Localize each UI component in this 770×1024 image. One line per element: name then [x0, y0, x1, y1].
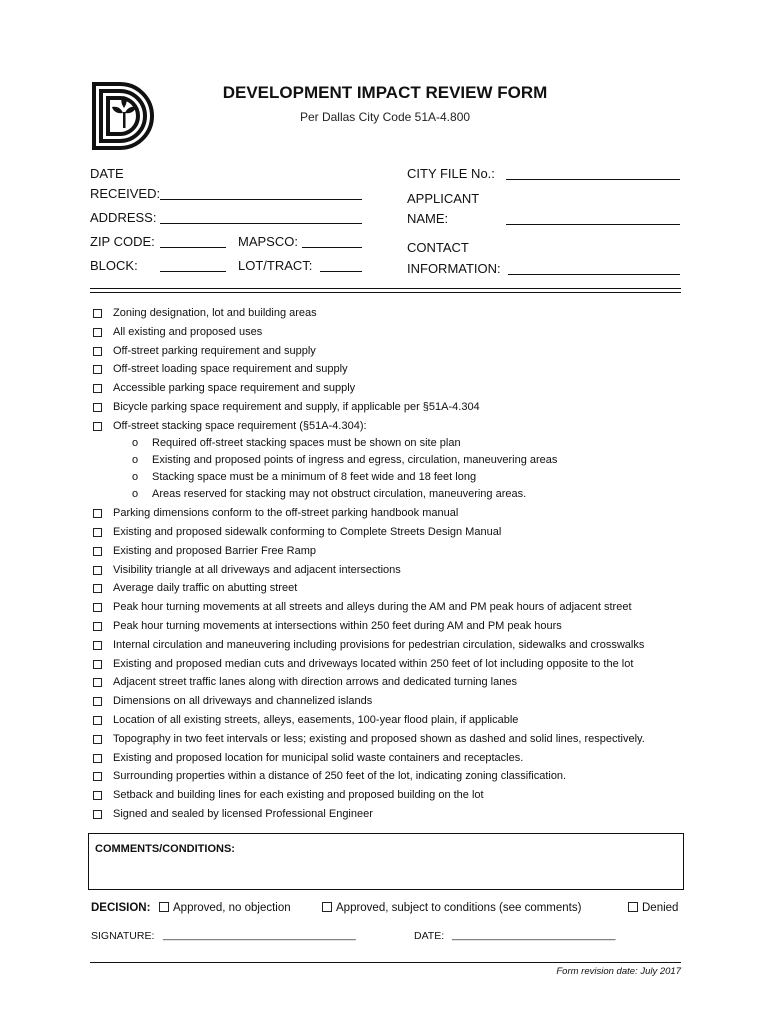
- signature-field[interactable]: _________________________________: [163, 929, 356, 941]
- form-revision-date: Form revision date: July 2017: [556, 966, 681, 977]
- decision-option-label: Denied: [642, 902, 679, 914]
- checkbox-icon[interactable]: [93, 309, 102, 318]
- checklist-item-label: Parking dimensions conform to the off-street parking handbook manual: [113, 507, 459, 520]
- checkbox-icon[interactable]: [628, 902, 638, 912]
- city-file-label: CITY FILE No.:: [407, 166, 495, 181]
- mapsco-field[interactable]: [302, 246, 362, 248]
- checkbox-icon[interactable]: [93, 365, 102, 374]
- checkbox-icon[interactable]: [93, 660, 102, 669]
- checklist-item-label: Surrounding properties within a distance of 250 feet of the lot, indicating zoning classification.: [113, 770, 567, 783]
- checkbox-icon[interactable]: [322, 902, 332, 912]
- decision-option-conditional[interactable]: [322, 902, 581, 914]
- decision-option-approved[interactable]: [159, 902, 291, 914]
- address-label: ADDRESS:: [90, 210, 157, 225]
- checklist-item-label: Setback and building lines for each existing and proposed building on the lot: [113, 789, 484, 802]
- lot-tract-label: LOT/TRACT:: [238, 258, 313, 273]
- date-received-field[interactable]: [160, 198, 362, 200]
- decision-option-denied[interactable]: [628, 902, 678, 914]
- checklist-item-label: Zoning designation, lot and building areas: [113, 307, 317, 319]
- checkbox-icon[interactable]: [93, 422, 102, 431]
- address-field[interactable]: [160, 222, 362, 224]
- checklist-item-label: Peak hour turning movements at intersections within 250 feet during AM and PM peak hours: [113, 619, 562, 632]
- decision-label: DECISION:: [91, 902, 151, 914]
- footer-rule: [90, 962, 681, 963]
- contact-label: CONTACT: [407, 240, 469, 255]
- checkbox-icon[interactable]: [93, 528, 102, 537]
- comments-label: COMMENTS/CONDITIONS:: [95, 843, 235, 855]
- bullet-icon: o: [132, 488, 139, 501]
- checkbox-icon[interactable]: [93, 328, 102, 337]
- stacking-subitem-label: Areas reserved for stacking may not obstruct circulation, maneuvering areas.: [152, 488, 527, 501]
- checklist-item-label: Average daily traffic on abutting street: [113, 582, 298, 595]
- stacking-subitem-label: Existing and proposed points of ingress and egress, circulation, maneuvering areas: [152, 454, 558, 467]
- checkbox-icon[interactable]: [93, 403, 102, 412]
- information-label: INFORMATION:: [407, 261, 501, 276]
- checklist-item-label: Existing and proposed location for municipal solid waste containers and receptacles.: [113, 751, 524, 764]
- checkbox-icon[interactable]: [93, 716, 102, 725]
- checklist-item-label: Visibility triangle at all driveways and adjacent intersections: [113, 563, 401, 576]
- applicant-name-field[interactable]: [506, 223, 680, 225]
- section-divider: [90, 288, 681, 293]
- bullet-icon: o: [132, 454, 139, 467]
- signature-label: SIGNATURE:: [91, 930, 155, 942]
- checkbox-icon[interactable]: [93, 347, 102, 356]
- checkbox-icon[interactable]: [93, 735, 102, 744]
- zip-code-label: ZIP CODE:: [90, 234, 155, 249]
- checkbox-icon[interactable]: [93, 678, 102, 687]
- checklist-item-label: Topography in two feet intervals or less; existing and proposed shown as dashed and solid lines, respectively.: [113, 732, 645, 745]
- checkbox-icon[interactable]: [93, 697, 102, 706]
- form-subtitle: Per Dallas City Code 51A-4.800: [299, 110, 471, 124]
- city-file-field[interactable]: [506, 178, 680, 180]
- checkbox-icon[interactable]: [93, 584, 102, 593]
- checklist-item-label: Accessible parking space requirement and supply: [113, 382, 356, 395]
- checklist-item-label: Off-street loading space requirement and supply: [113, 363, 348, 376]
- checklist-item-label: Internal circulation and maneuvering including provisions for pedestrian circulation, sidewalks and crosswalks: [113, 638, 645, 651]
- checkbox-icon[interactable]: [93, 641, 102, 650]
- stacking-subitem-label: Stacking space must be a minimum of 8 feet wide and 18 feet long: [152, 471, 477, 484]
- checkbox-icon[interactable]: [159, 902, 169, 912]
- checkbox-icon[interactable]: [93, 509, 102, 518]
- received-label: RECEIVED:: [90, 186, 161, 201]
- zip-code-field[interactable]: [160, 246, 226, 248]
- checkbox-icon[interactable]: [93, 622, 102, 631]
- checklist-item-label: Existing and proposed sidewalk conforming to Complete Streets Design Manual: [113, 525, 502, 538]
- signature-date-field[interactable]: ____________________________: [452, 929, 616, 941]
- name-label: NAME:: [407, 211, 449, 226]
- checklist-item-label: Bicycle parking space requirement and supply, if applicable per §51A-4.304: [113, 401, 480, 413]
- checklist-item-label: Peak hour turning movements at all streets and alleys during the AM and PM peak hours of adjacent street: [113, 601, 632, 614]
- checkbox-icon[interactable]: [93, 384, 102, 393]
- checklist-item-label: Existing and proposed median cuts and driveways located within 250 feet of lot including opposite to the lot: [113, 657, 634, 670]
- mapsco-label: MAPSCO:: [238, 234, 298, 249]
- stacking-subitem-label: Required off-street stacking spaces must be shown on site plan: [152, 437, 461, 450]
- decision-option-label: Approved, subject to conditions (see comments): [336, 902, 582, 914]
- checklist-item-label: All existing and proposed uses: [113, 325, 263, 338]
- checkbox-icon[interactable]: [93, 810, 102, 819]
- checkbox-icon[interactable]: [93, 791, 102, 800]
- checklist-item-label: Adjacent street traffic lanes along with direction arrows and dedicated turning lanes: [113, 676, 517, 689]
- block-field[interactable]: [160, 270, 226, 272]
- checklist-item-label: Off-street stacking space requirement (§51A-4.304):: [113, 419, 367, 432]
- applicant-label: APPLICANT: [407, 191, 480, 206]
- date-label: DATE: [90, 166, 124, 181]
- checklist-item-label: Off-street parking requirement and supply: [113, 344, 316, 357]
- signature-date-label: DATE:: [414, 930, 445, 942]
- checkbox-icon[interactable]: [93, 754, 102, 763]
- checkbox-icon[interactable]: [93, 566, 102, 575]
- comments-box[interactable]: [88, 833, 684, 890]
- form-title: DEVELOPMENT IMPACT REVIEW FORM: [222, 83, 548, 102]
- checkbox-icon[interactable]: [93, 772, 102, 781]
- decision-option-label: Approved, no objection: [173, 902, 291, 914]
- checklist-item-label: Dimensions on all driveways and channelized islands: [113, 695, 373, 708]
- checklist-item-label: Signed and sealed by licensed Professional Engineer: [113, 807, 373, 820]
- block-label: BLOCK:: [90, 258, 138, 273]
- bullet-icon: o: [132, 471, 139, 484]
- bullet-icon: o: [132, 437, 139, 450]
- checklist-item-label: Location of all existing streets, alleys, easements, 100-year flood plain, if applicable: [113, 713, 519, 726]
- checkbox-icon[interactable]: [93, 547, 102, 556]
- lot-tract-field[interactable]: [320, 270, 362, 272]
- contact-information-field[interactable]: [508, 273, 680, 275]
- checklist-item-label: Existing and proposed Barrier Free Ramp: [113, 544, 316, 557]
- checkbox-icon[interactable]: [93, 603, 102, 612]
